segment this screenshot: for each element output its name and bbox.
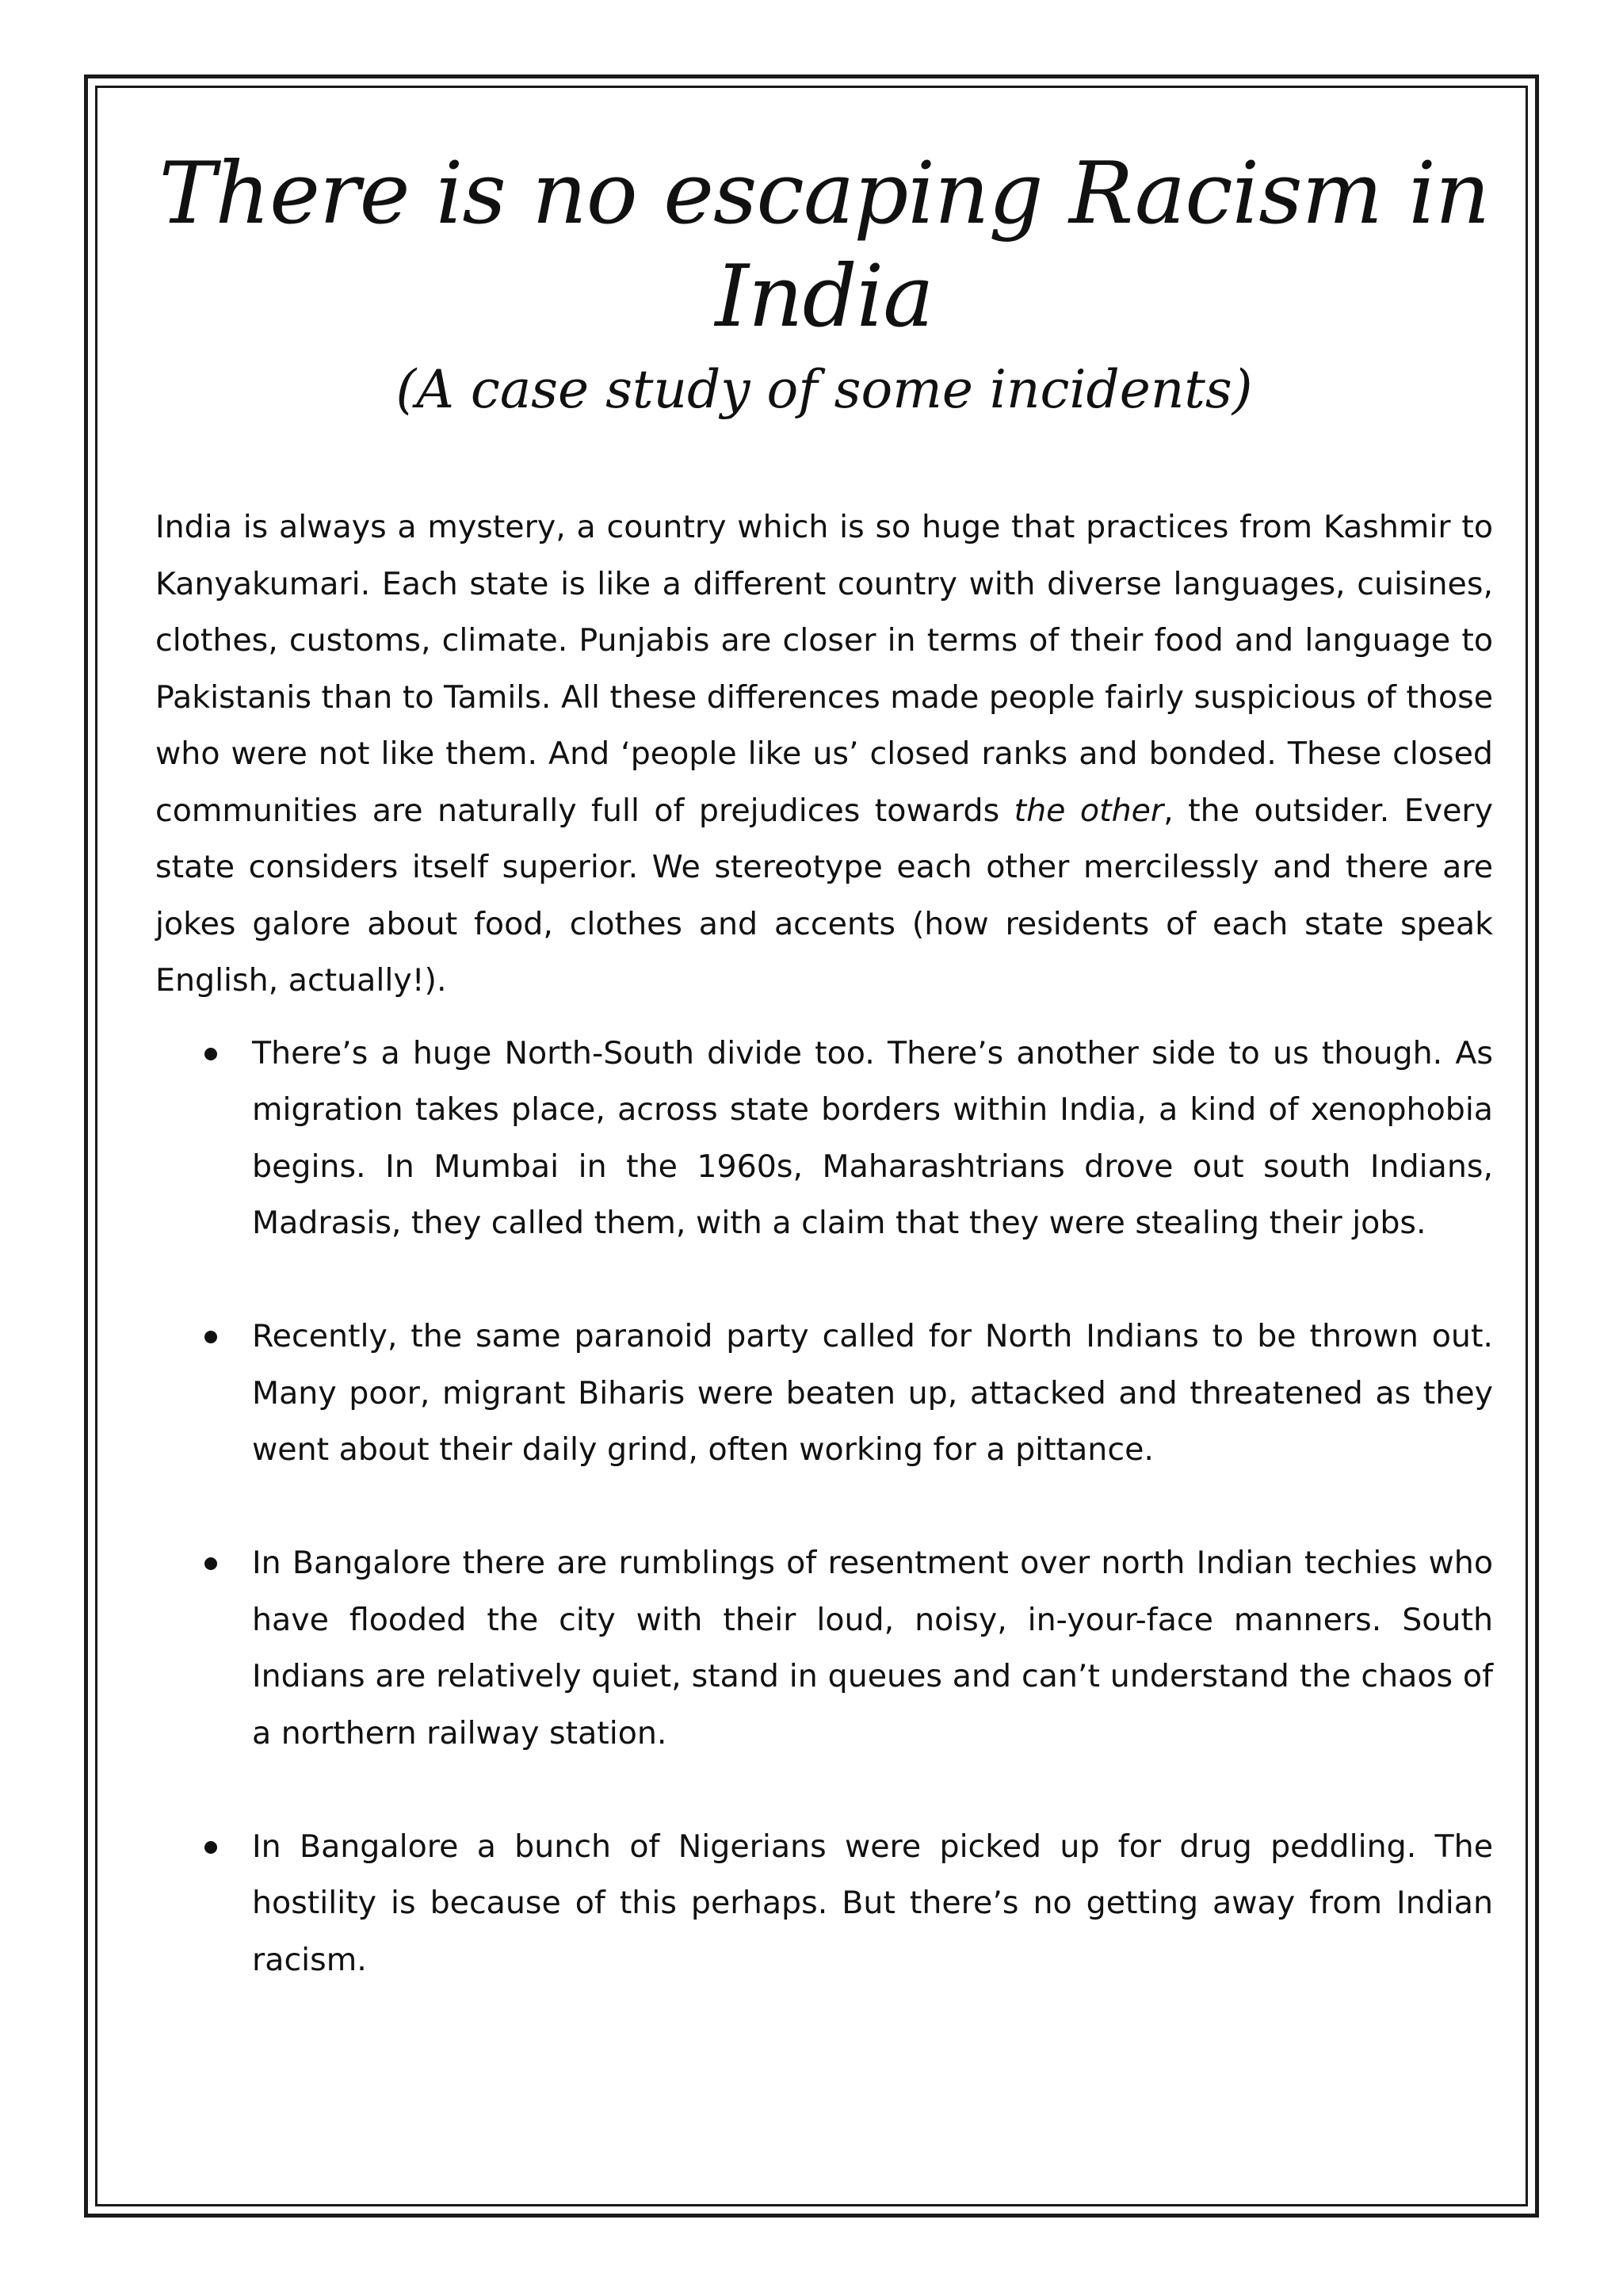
- bullet-text: In Bangalore a bunch of Nigerians were picked up for drug peddling. The hostility is because of this perhaps. But there’s no getting away from Indian racism.: [252, 1828, 1493, 1978]
- intro-emphasis: the other: [1014, 792, 1164, 829]
- bullet-dot-icon: [204, 1841, 217, 1854]
- list-item: [155, 1819, 1493, 1989]
- intro-paragraph: [155, 499, 1493, 1010]
- list-item: [155, 1308, 1493, 1479]
- list-item: [155, 1026, 1493, 1252]
- document-subtitle: (A case study of some incidents): [395, 359, 1253, 420]
- bullet-text: Recently, the same paranoid party called for North Indians to be thrown out. Many poor, migrant Biharis were beaten up, attacked and threatened as they went about their daily grind, often working for a pittance.: [252, 1318, 1493, 1468]
- document-body: [155, 119, 1493, 2046]
- intro-text-part2: , the outsider. Every state considers itself superior. We stereotype each other mercilessly and there are jokes galore about food, clothes and accents (how residents of each state speak English, actually!).: [155, 792, 1493, 999]
- bullet-dot-icon: [204, 1048, 217, 1060]
- list-item: [155, 1535, 1493, 1762]
- intro-text-part1: India is always a mystery, a country which is so huge that practices from Kashmir to Kanyakumari. Each state is like a different country with diverse languages, cuisines, clothes, customs, climate. Punjabis are closer in terms of their food and language to Pakistanis than to Tamils. All these differences made people fairly suspicious of those who were not like them. And ‘people like us’ closed ranks and bonded. These closed communities are naturally full of prejudices towards: [155, 509, 1493, 829]
- bullet-list: [155, 1026, 1493, 1989]
- bullet-dot-icon: [204, 1331, 217, 1343]
- document-title: There is no escaping Racism in India: [158, 144, 1490, 346]
- bullet-text: There’s a huge North-South divide too. There’s another side to us though. As migration takes place, across state borders within India, a kind of xenophobia begins. In Mumbai in the 1960s, Maharashtrians drove out south Indians, Madrasis, they called them, with a claim that they were stealing their jobs.: [252, 1034, 1493, 1241]
- bullet-text: In Bangalore there are rumblings of resentment over north Indian techies who have flooded the city with their loud, noisy, in-your-face manners. South Indians are relatively quiet, stand in queues and can’t understand the chaos of a northern railway station.: [252, 1545, 1493, 1752]
- bullet-dot-icon: [204, 1557, 217, 1570]
